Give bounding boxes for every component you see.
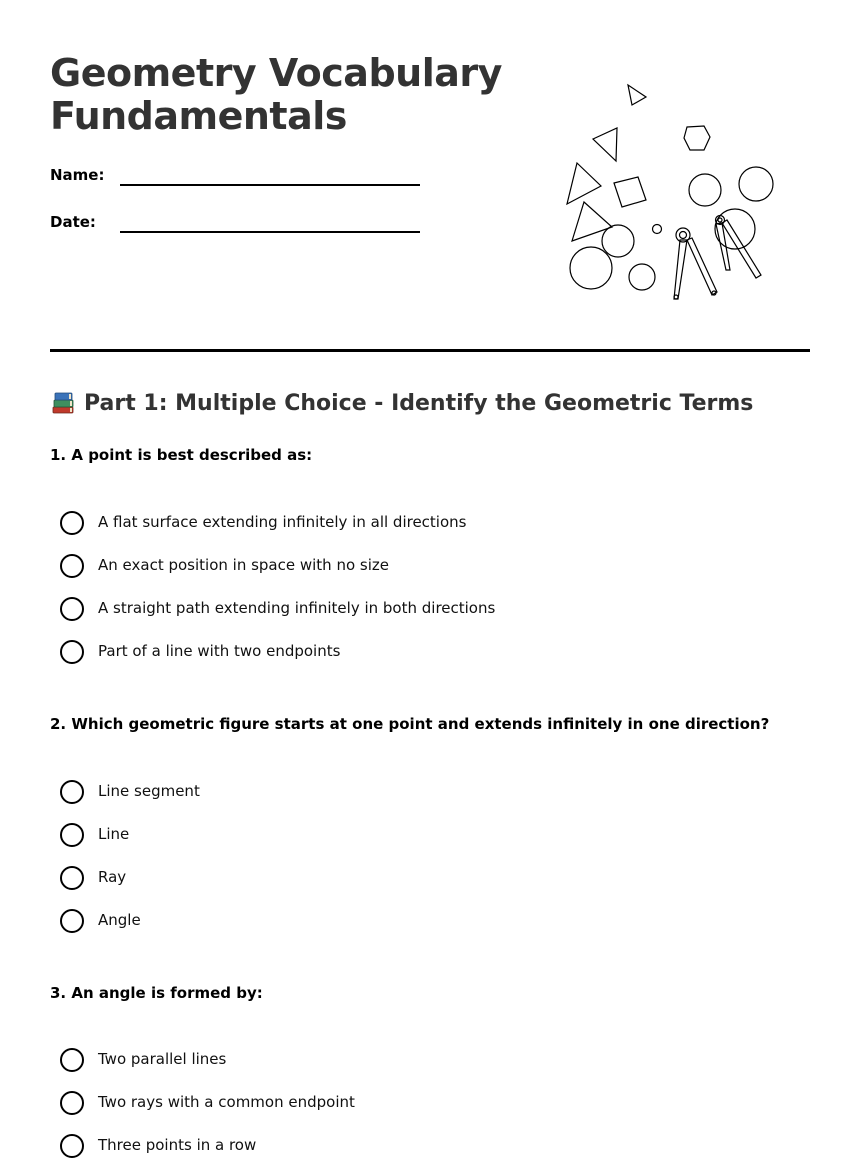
- name-field[interactable]: [50, 166, 430, 190]
- question-2-prompt: 2. Which geometric figure starts at one point and extends infinitely in one direction?: [50, 715, 770, 733]
- name-label: Name:: [50, 166, 105, 184]
- part1-heading-text: Part 1: Multiple Choice - Identify the Geometric Terms: [84, 391, 754, 416]
- option-label: Angle: [98, 911, 141, 929]
- option-label: Three points in a row: [98, 1136, 257, 1154]
- radio-button[interactable]: [60, 554, 84, 578]
- part1-heading: [50, 388, 753, 420]
- books-icon: [50, 389, 76, 415]
- option-label: Two rays with a common endpoint: [98, 1093, 355, 1111]
- option-label: Part of a line with two endpoints: [98, 642, 341, 660]
- date-field[interactable]: [50, 213, 430, 237]
- radio-button[interactable]: [60, 511, 84, 535]
- geometric-shapes-and-compass-icon: [560, 80, 790, 310]
- radio-button[interactable]: [60, 909, 84, 933]
- option-label: A straight path extending infinitely in both directions: [98, 599, 496, 617]
- option-label: Line: [98, 825, 130, 843]
- option-label: Line segment: [98, 782, 200, 800]
- radio-button[interactable]: [60, 597, 84, 621]
- option-label: Ray: [98, 868, 127, 886]
- question-1-prompt: 1. A point is best described as:: [50, 446, 313, 464]
- radio-button[interactable]: [60, 640, 84, 664]
- date-label: Date:: [50, 213, 96, 231]
- option-label: Two parallel lines: [98, 1050, 227, 1068]
- section-divider: [50, 349, 810, 352]
- question-3-prompt: 3. An angle is formed by:: [50, 984, 263, 1002]
- radio-button[interactable]: [60, 866, 84, 890]
- radio-button[interactable]: [60, 823, 84, 847]
- name-line[interactable]: [120, 184, 420, 186]
- date-line[interactable]: [120, 231, 420, 233]
- radio-button[interactable]: [60, 780, 84, 804]
- radio-button[interactable]: [60, 1091, 84, 1115]
- radio-button[interactable]: [60, 1048, 84, 1072]
- option-label: A flat surface extending infinitely in all directions: [98, 513, 467, 531]
- option-label: An exact position in space with no size: [98, 556, 389, 574]
- worksheet-title: Geometry Vocabulary Fundamentals: [50, 51, 502, 138]
- radio-button[interactable]: [60, 1134, 84, 1158]
